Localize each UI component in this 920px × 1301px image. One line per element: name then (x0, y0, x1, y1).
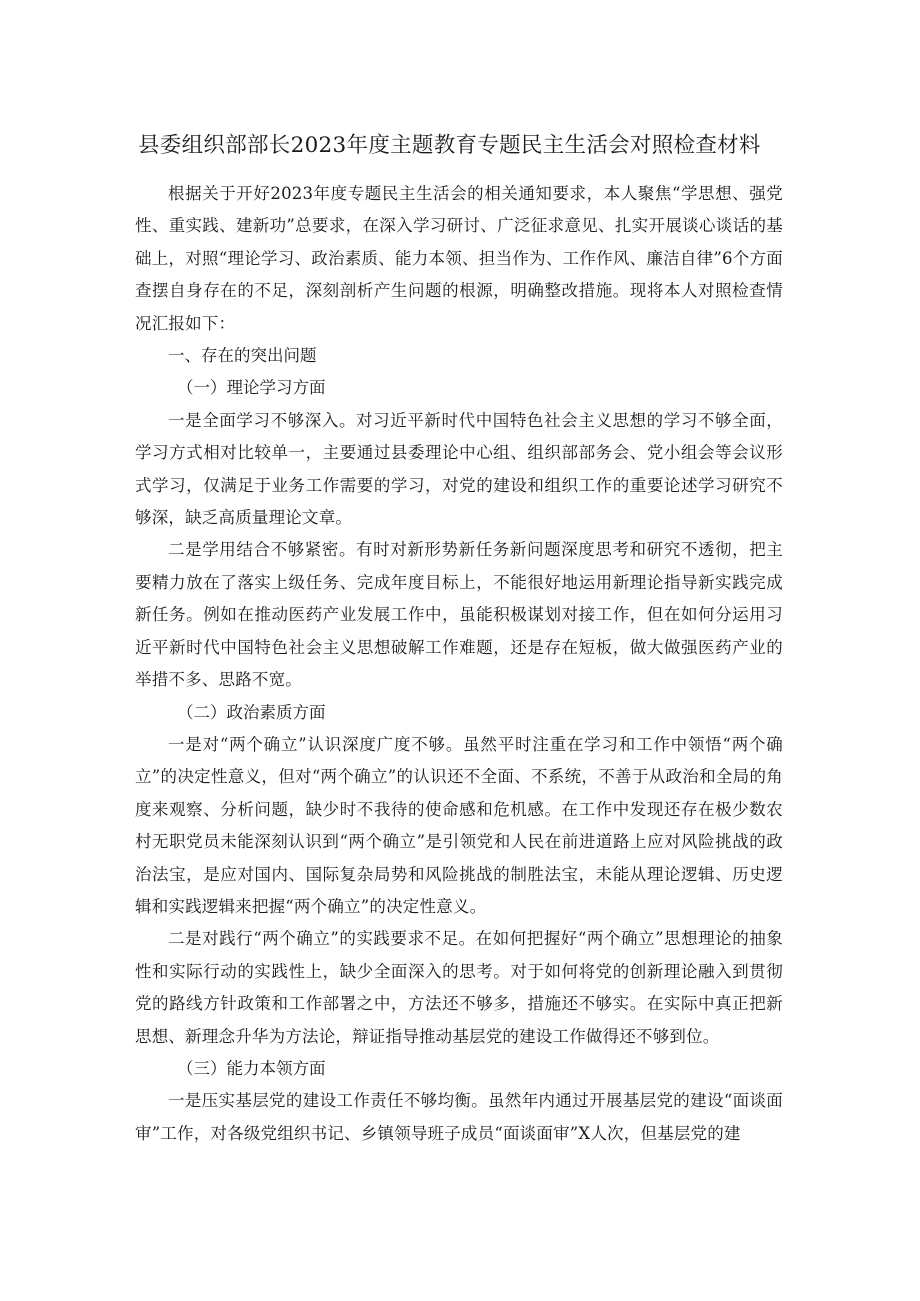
subsection-heading-theory-study: （一）理论学习方面 (177, 378, 326, 398)
document-title: 县委组织部部长2023年度主题教育专题民主生活会对照检查材料 (138, 133, 761, 158)
paragraph-theory-study-1: 一是全面学习不够深入。对习近平新时代中国特色社会主义思想的学习不够全面，学习方式相对比较单一，主要通过县委理论中心组、组织部部务会、党小组会等会议形式学习，仅满足于业务工作需要的学习，对党的建设和组织工作的重要论述学习研究不够深，缺乏高质量理论文章。 (135, 410, 783, 528)
paragraph-political-quality-1: 一是对“两个确立”认识深度广度不够。虽然平时注重在学习和工作中领悟“两个确立”的决定性意义，但对“两个确立”的认识还不全面、不系统，不善于从政治和全局的角度来观察、分析问题，缺少时不我待的使命感和危机感。在工作中发现还存在极少数农村无职党员未能深刻认识到“两个确立”是引领党和人民在前进道路上应对风险挑战的政治法宝，是应对国内、国际复杂局势和风险挑战的制胜法宝，未能从理论逻辑、历史逻辑和实践逻辑来把握“两个确立”的决定性意义。 (135, 734, 783, 916)
paragraph-ability-1: 一是压实基层党的建设工作责任不够均衡。虽然年内通过开展基层党的建设“面谈面审”工作，对各级党组织书记、乡镇领导班子成员“面谈面审”X人次，但基层党的建 (135, 1091, 783, 1143)
subsection-heading-ability: （三）能力本领方面 (177, 1058, 326, 1078)
document-body (135, 178, 783, 1150)
paragraph-theory-study-2: 二是学用结合不够紧密。有时对新形势新任务新问题深度思考和研究不透彻，把主要精力放在了落实上级任务、完成年度目标上，不能很好地运用新理论指导新实践完成新任务。例如在推动医药产业发展工作中，虽能积极谋划对接工作，但在如何分运用习近平新时代中国特色社会主义思想破解工作难题，还是存在短板，做大做强医药产业的举措不多、思路不宽。 (135, 540, 783, 690)
paragraph-political-quality-2: 二是对践行“两个确立”的实践要求不足。在如何把握好“两个确立”思想理论的抽象性和实际行动的实践性上，缺少全面深入的思考。对于如何将党的创新理论融入到贯彻党的路线方针政策和工作部署之中，方法还不够多，措施还不够实。在实际中真正把新思想、新理念升华为方法论，辩证指导推动基层党的建设工作做得还不够到位。 (135, 929, 783, 1046)
intro-paragraph: 根据关于开好2023年度专题民主生活会的相关通知要求，本人聚焦“学思想、强党性、重实践、建新功”总要求，在深入学习研讨、广泛征求意见、扎实开展谈心谈话的基础上，对照“理论学习、政治素质、能力本领、担当作为、工作作风、廉洁自律”6个方面查摆自身存在的不足，深刻剖析产生问题的根源，明确整改措施。现将本人对照检查情况汇报如下： (135, 184, 783, 333)
subsection-heading-political-quality: （二）政治素质方面 (177, 702, 326, 722)
section-heading-problems: 一、存在的突出问题 (168, 346, 317, 366)
